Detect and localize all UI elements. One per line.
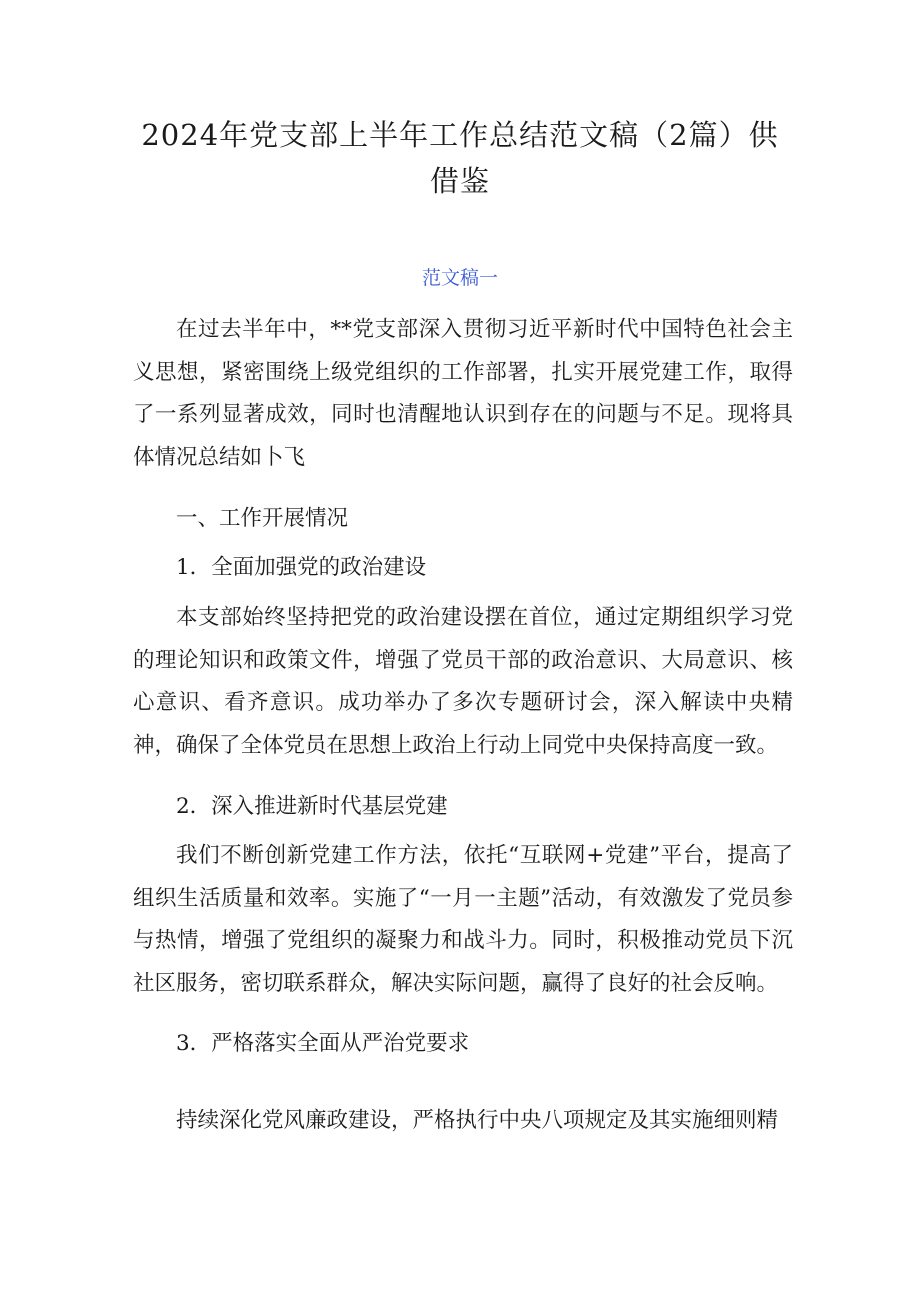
section-heading-work: 一、工作开展情况 (176, 506, 349, 531)
paragraph-political-building: 本支部始终坚持把党的政治建设摆在首位，通过定期组织学习党的理论知识和政策文件，增强了党员干部的政治意识、大局意识、核心意识、看齐意识。成功举办了多次专题研讨会，深入解读中央精神，确保了全体党员在思想上政治上行动上同党中央保持高度一致。 (133, 605, 793, 758)
subsection-heading-1: 1．全面加强党的政治建设 (176, 555, 427, 580)
section-subheading: 范文稿一 (421, 267, 498, 289)
subsection-heading-3: 3．严格落实全面从严治党要求 (176, 1031, 470, 1056)
subsection-heading-2: 2．深入推进新时代基层党建 (176, 794, 448, 819)
paragraph-grassroots: 我们不断创新党建工作方法，依托“互联网+党建”平台，提高了组织生活质量和效率。实施了“一月一主题”活动，有效激发了党员参与热情，增强了党组织的凝聚力和战斗力。同时，积极推动党员下沉社区服务，密切联系群众，解决实际问题，赢得了良好的社会反响。 (133, 843, 793, 996)
paragraph-discipline: 持续深化党风廉政建设，严格执行中央八项规定及其实施细则精 (176, 1108, 779, 1133)
intro-paragraph: 在过去半年中，**党支部深入贯彻习近平新时代中国特色社会主义思想，紧密围绕上级党组织的工作部署，扎实开展党建工作，取得了一系列显著成效，同时也清醒地认识到存在的问题与不足。现将具体情况总结如卜飞 (133, 317, 793, 470)
document-title: 2024年党支部上半年工作总结范文稿（2篇）供借鉴 (141, 118, 779, 198)
